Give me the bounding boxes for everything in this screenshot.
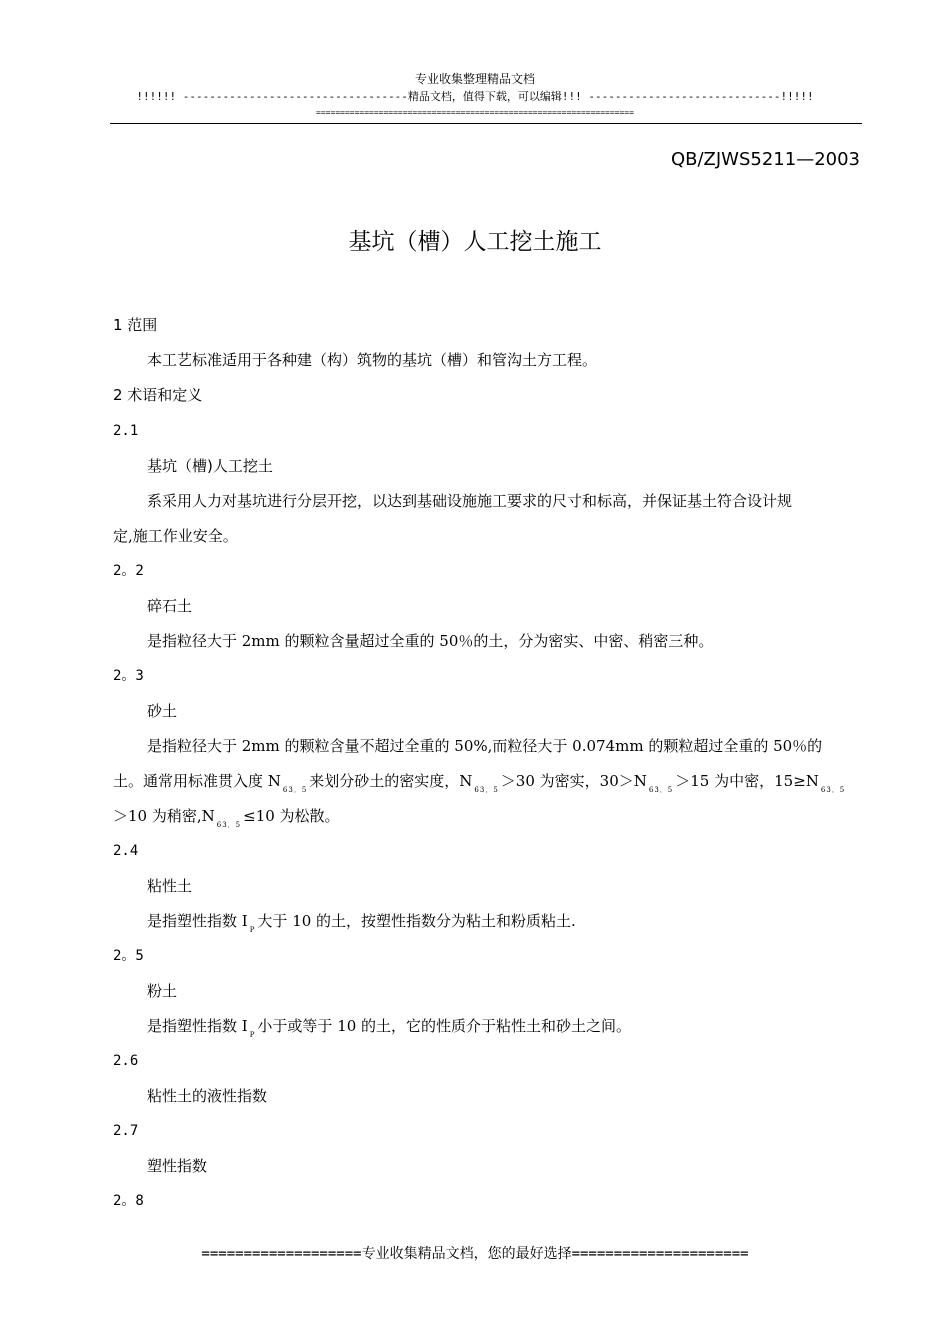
subscript-p: P: [249, 926, 256, 934]
clause-2-8-number: 2。8: [113, 1193, 144, 1209]
clause-2-7-number: 2.7: [113, 1123, 139, 1139]
clause-2-4-text-a: 是指塑性指数 I: [147, 912, 248, 930]
clause-2-4-body: [147, 912, 576, 939]
section-1-heading: 1 范围: [113, 316, 158, 334]
document-code: QB/ZJWS5211—2003: [670, 149, 860, 170]
clause-2-5-body: [147, 1017, 631, 1044]
header-line-1: 专业收集整理精品文档: [414, 72, 535, 86]
section-1-body: 本工艺标准适用于各种建（构）筑物的基坑（槽）和管沟土方工程。: [147, 351, 598, 369]
subscript-63-5: 63．5: [820, 786, 846, 794]
clause-2-6-term: 粘性土的液性指数: [147, 1087, 268, 1105]
clause-2-3-text-f: ≤10 为松散。: [243, 807, 340, 825]
clause-2-1-number: 2.1: [113, 423, 139, 439]
clause-2-2-body: 是指粒径大于 2mm 的颗粒含量超过全重的 50％的土，分为密实、中密、稍密三种。: [147, 632, 714, 650]
clause-2-7-term: 塑性指数: [147, 1157, 208, 1175]
header-line-2: !!!!!! ----------------------------------精品文档，值得下载，可以编辑!!! -----------------------------!!!!!: [136, 90, 814, 103]
clause-2-1-term: 基坑（槽)人工挖土: [147, 457, 273, 475]
subscript-63-5: 63．5: [648, 786, 674, 794]
clause-2-4-text-b: 大于 10 的土，按塑性指数分为粘土和粉质粘土.: [257, 912, 576, 930]
clause-2-5-term: 粉土: [147, 982, 178, 1000]
clause-2-3-term: 砂土: [147, 702, 178, 720]
clause-2-3-text-b: 来划分砂土的密实度，N: [309, 772, 473, 790]
clause-2-3-text-e: ＞10 为稍密,N: [113, 807, 215, 825]
subscript-p: P: [249, 1031, 256, 1039]
clause-2-3-body-line-1: 是指粒径大于 2mm 的颗粒含量不超过全重的 50%,而粒径大于 0.074mm 的颗粒超过全重的 50％的: [147, 737, 823, 755]
clause-2-1-body-line-1: 系采用人力对基坑进行分层开挖，以达到基础设施施工要求的尺寸和标高，并保证基土符合设计规: [147, 492, 793, 510]
section-2-heading: 2 术语和定义: [113, 386, 203, 404]
clause-2-1-body-line-2: 定,施工作业安全。: [113, 527, 238, 545]
clause-2-5-number: 2。5: [113, 948, 144, 964]
clause-2-4-term: 粘性土: [147, 877, 193, 895]
clause-2-4-number: 2.4: [113, 843, 139, 859]
header-rule: [110, 123, 862, 124]
clause-2-3-number: 2。3: [113, 668, 144, 684]
clause-2-3-body-line-2: [113, 772, 847, 799]
clause-2-5-text-b: 小于或等于 10 的土，它的性质介于粘性土和砂土之间。: [257, 1017, 632, 1035]
clause-2-5-text-a: 是指塑性指数 I: [147, 1017, 248, 1035]
clause-2-2-number: 2。2: [113, 563, 144, 579]
subscript-63-5: 63．5: [474, 786, 499, 794]
page-title: 基坑（槽）人工挖土施工: [348, 229, 602, 255]
subscript-63-5: 63．5: [216, 821, 242, 829]
clause-2-3-body-line-3: [113, 807, 340, 834]
header-line-3: ==================================================================: [316, 108, 634, 117]
clause-2-3-text-a: 土。通常用标准贯入度 N: [113, 772, 281, 790]
footer-banner: ===================专业收集精品文档，您的最好选择=====================: [201, 1246, 749, 1262]
clause-2-3-text-d: ＞15 为中密，15≥N: [675, 772, 819, 790]
clause-2-6-number: 2.6: [113, 1053, 139, 1069]
clause-2-3-text-c: ＞30 为密实，30＞N: [500, 772, 647, 790]
clause-2-2-term: 碎石土: [147, 597, 193, 615]
subscript-63-5: 63．5: [282, 786, 308, 794]
